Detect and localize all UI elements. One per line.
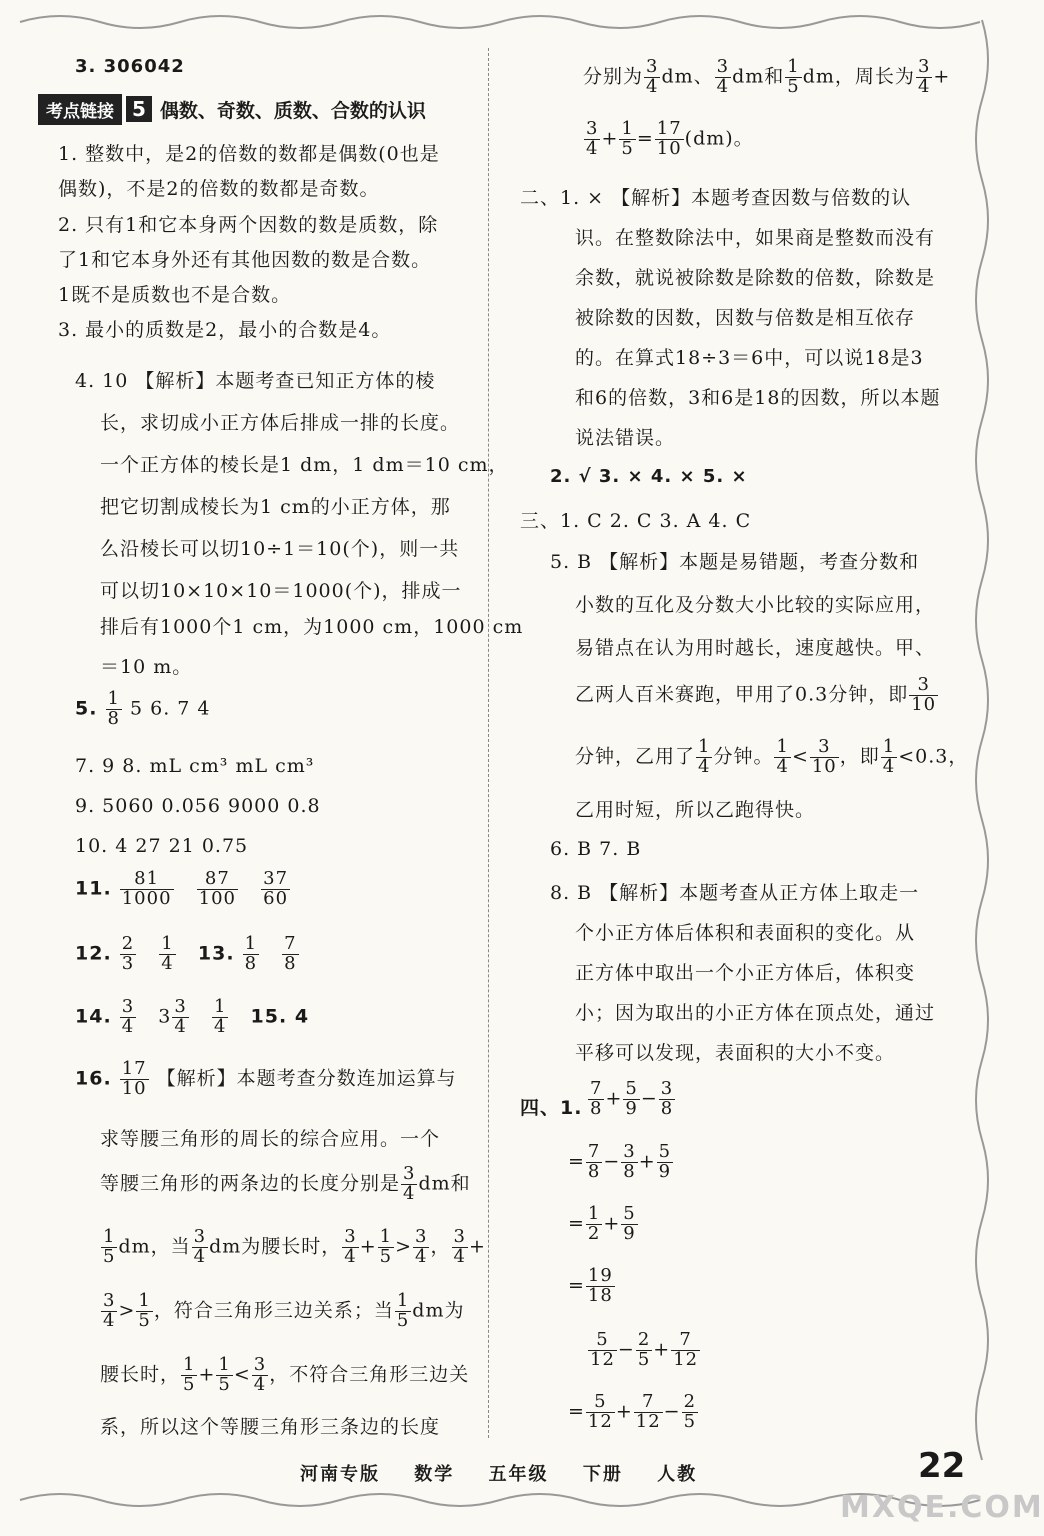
section-4-label: 四、1. <box>520 1097 583 1119</box>
knowledge-line: 2. 只有1和它本身两个因数的数是质数，除 <box>58 214 439 236</box>
section-3-line: 小；因为取出的小正方体在顶点处，通过 <box>575 1002 936 1024</box>
answer-4-line: 一个正方体的棱长是1 dm，1 dm＝10 cm， <box>100 454 509 476</box>
section-3-line: 个小正方体后体积和表面积的变化。从 <box>575 922 916 944</box>
section-3-line: 8. B 【解析】本题考查从正方体上取走一 <box>550 882 920 904</box>
section-3-line: 易错点在认为用时越长，速度越快。甲、 <box>575 637 936 659</box>
badge-title: 偶数、奇数、质数、合数的认识 <box>159 99 426 122</box>
column-divider <box>488 48 489 1438</box>
calc-line: $\frac{7}{8}$ + $\frac{5}{9}$ − $\frac{3}{8}$ <box>590 1078 674 1119</box>
answer-4-line: ＝10 m。 <box>100 656 193 678</box>
answer-16-line: 16. $\frac{17}{10}$ 【解析】本题考查分数连加运算与 <box>75 1058 457 1099</box>
calc-line: = $\frac{19}{18}$ <box>568 1265 613 1306</box>
knowledge-link-badge <box>38 94 426 124</box>
footer-grade: 五年级 <box>488 1464 549 1485</box>
calc-line: = $\frac{1}{2}$ + $\frac{5}{9}$ <box>568 1203 636 1244</box>
answer-16-line: 腰长时， $\frac{1}{5}$ + $\frac{1}{5}$ < $\frac{3}{4}$ ，不符合三角形三边关 <box>100 1354 470 1395</box>
answer-4-line: 4. 10 【解析】本题考查已知正方体的棱 <box>75 370 436 392</box>
badge-label: 考点链接 <box>38 94 122 125</box>
page-footer <box>300 1460 723 1486</box>
answer-4-line: 把它切割成棱长为1 cm的小正方体，那 <box>100 496 451 518</box>
section-3-line: 分钟，乙用了 $\frac{1}{4}$ 分钟。 $\frac{1}{4}$ < $\frac{3}{10}$ ，即 $\frac{1}{4}$ <0.3， <box>575 736 969 777</box>
answer-16-cont: 分别为 $\frac{3}{4}$ dm、 $\frac{3}{4}$ dm和 $\frac{1}{5}$ dm，周长为 $\frac{3}{4}$ + <box>583 56 951 97</box>
section-2-line: 被除数的因数，因数与倍数是相互依存 <box>575 307 916 329</box>
section-3-line: 小数的互化及分数大小比较的实际应用， <box>575 594 936 616</box>
answer-4-line: 么沿棱长可以切10÷1＝10(个)，则一共 <box>100 538 460 560</box>
answer-3: 3. 306042 <box>75 56 185 77</box>
section-3-line: 正方体中取出一个小正方体后，体积变 <box>575 962 916 984</box>
section-3-line: 5. B 【解析】本题是易错题，考查分数和 <box>550 551 920 573</box>
answer-11: 11. $\frac{81}{1000}$ $\frac{87}{100}$ $\frac{37}{60}$ <box>75 868 289 909</box>
knowledge-line: 3. 最小的质数是2，最小的合数是4。 <box>58 319 392 341</box>
footer-edition: 河南专版 <box>300 1464 380 1485</box>
section-2-line: 识。在整数除法中，如果商是整数而没有 <box>575 227 936 249</box>
answer-14-15: 14. $\frac{3}{4}$ 3 $\frac{3}{4}$ $\frac{1}{4}$ 15. 4 <box>75 996 310 1037</box>
answer-16-cont: $\frac{3}{4}$ + $\frac{1}{5}$ = $\frac{17}{10}$ (dm)。 <box>586 118 754 159</box>
knowledge-line: 了1和它本身外还有其他因数的数是合数。 <box>58 249 432 271</box>
answer-16-line: 系，所以这个等腰三角形三条边的长度 <box>100 1416 441 1438</box>
calc-line: $\frac{5}{12}$ − $\frac{2}{5}$ + $\frac{7}{12}$ <box>590 1329 699 1370</box>
watermark: MXQE.COM <box>840 1490 1044 1525</box>
section-3-line: 乙两人百米赛跑，甲用了0.3分钟，即 $\frac{3}{10}$ <box>575 674 937 715</box>
answer-9: 9. 5060 0.056 9000 0.8 <box>75 795 321 817</box>
knowledge-line: 1. 整数中，是2的倍数的数都是偶数(0也是 <box>58 143 440 165</box>
answer-7-8: 7. 9 8. mL cm³ mL cm³ <box>75 755 315 777</box>
footer-publisher: 人教 <box>657 1464 698 1485</box>
calc-line: = $\frac{5}{12}$ + $\frac{7}{12}$ − $\frac{2}{5}$ <box>568 1391 697 1432</box>
section-3-answers: 三、1. C 2. C 3. A 4. C <box>520 510 752 532</box>
section-2-line: 说法错误。 <box>575 427 676 449</box>
answer-16-line: 等腰三角形的两条边的长度分别是 $\frac{3}{4}$ dm和 <box>100 1163 471 1204</box>
section-3-line: 平移可以发现，表面积的大小不变。 <box>575 1042 896 1064</box>
answer-16-line: $\frac{1}{5}$ dm，当 $\frac{3}{4}$ dm为腰长时， $\frac{3}{4}$ + $\frac{1}{5}$ > $\frac{3}{4}$ ， $\frac{3}{4}$ + <box>103 1226 486 1267</box>
section-2-line: 余数，就说被除数是除数的倍数，除数是 <box>575 267 936 289</box>
answer-4-line: 长，求切成小正方体后排成一排的长度。 <box>100 412 461 434</box>
answer-4-line: 排后有1000个1 cm，为1000 cm，1000 cm <box>100 616 524 638</box>
section-3-answers: 6. B 7. B <box>550 838 642 860</box>
answer-12-13: 12. $\frac{2}{3}$ $\frac{1}{4}$ 13. $\frac{1}{8}$ $\frac{7}{8}$ <box>75 933 297 974</box>
section-2-line: 和6的倍数，3和6是18的因数，所以本题 <box>575 387 941 409</box>
knowledge-line: 1既不是质数也不是合数。 <box>58 284 292 306</box>
badge-number: 5 <box>124 96 152 122</box>
section-2-line: 的。在算式18÷3＝6中，可以说18是3 <box>575 347 924 369</box>
answer-4-line: 可以切10×10×10＝1000(个)，排成一 <box>100 580 462 602</box>
footer-volume: 下册 <box>582 1464 623 1485</box>
answer-16-line: $\frac{3}{4}$ > $\frac{1}{5}$ ，符合三角形三边关系；当 $\frac{1}{5}$ dm为 <box>103 1290 465 1331</box>
answer-16-line: 求等腰三角形的周长的综合应用。一个 <box>100 1128 441 1150</box>
footer-subject: 数学 <box>414 1464 455 1485</box>
answer-10: 10. 4 27 21 0.75 <box>75 835 249 857</box>
section-2-answers: 2. √ 3. × 4. × 5. × <box>550 466 748 487</box>
answer-5-6: 5. $\frac{1}{8}$ 5 6. 7 4 <box>75 688 211 729</box>
section-3-line: 乙用时短，所以乙跑得快。 <box>575 799 816 821</box>
section-2-line: 二、1. × 【解析】本题考查因数与倍数的认 <box>520 187 912 209</box>
knowledge-line: 偶数)，不是2的倍数的数都是奇数。 <box>58 178 380 200</box>
calc-line: = $\frac{7}{8}$ − $\frac{3}{8}$ + $\frac{5}{9}$ <box>568 1141 672 1182</box>
page-number: 22 <box>918 1446 966 1486</box>
